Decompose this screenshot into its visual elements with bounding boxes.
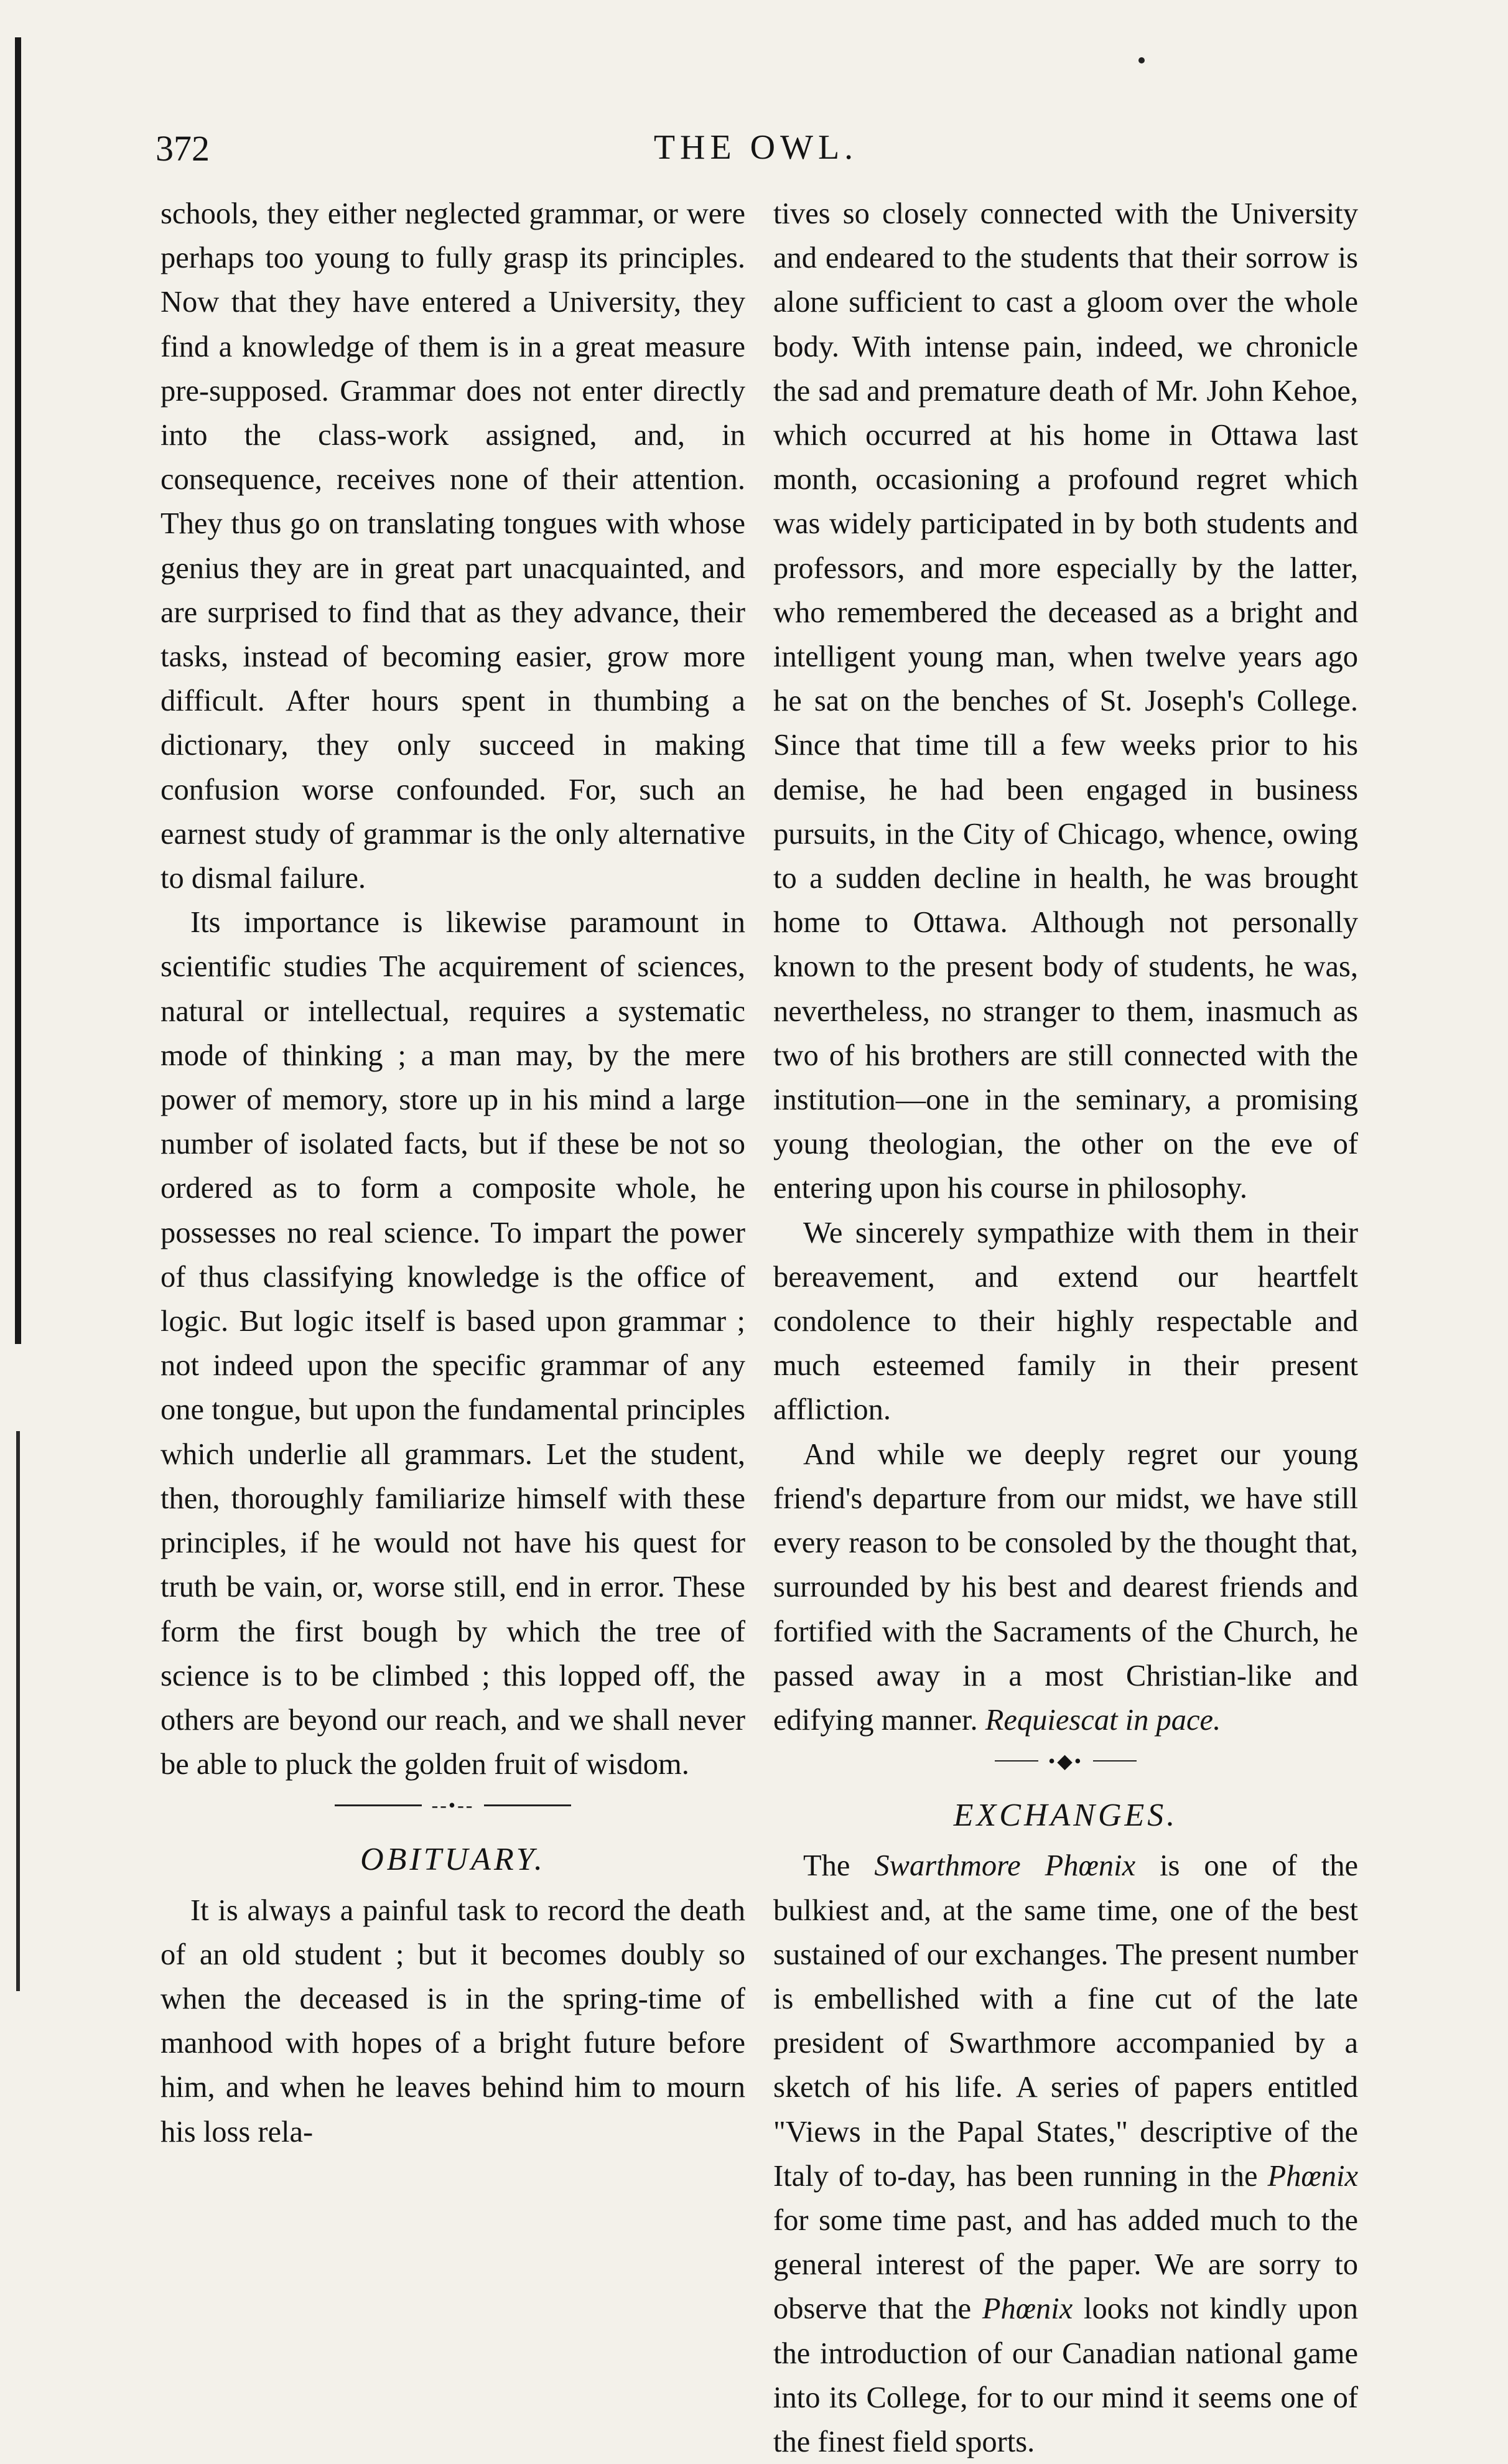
section-divider — [161, 1786, 745, 1824]
divider-ornament: --•-- — [431, 1793, 475, 1816]
closing-paragraph: And while we deeply regret our young friend's departure from our midst, we have still every reason to be consoled by the thought that, surrounded by his best and dearest friends and fortified with the Sacraments of the Church, he passed away in a most Christian-like and edifying manner. Requiescat in pace. — [773, 1437, 1358, 1737]
section-divider — [773, 1742, 1358, 1780]
right-column — [773, 192, 1358, 2464]
scan-speck — [1138, 57, 1145, 63]
condolence-paragraph: We sincerely sympathize with them in their bereavement, and extend our heartfelt condolence to their highly respectable and much esteemed family in their present affliction. — [773, 1216, 1358, 1427]
exchanges-heading: EXCHANGES. — [953, 1798, 1178, 1834]
scan-edge-mark — [15, 37, 21, 1344]
page-number: 372 — [156, 128, 210, 169]
latin-phrase: Requiescat in pace. — [985, 1703, 1221, 1737]
exchanges-paragraph: The Swarthmore Phœnix is one of the bulkiest and, at the same time, one of the best sustained of our exchanges. The present number is embellished with a fine cut of the late president of Swarthmore accompanied by a sketch of his life. A series of papers entitled "Views in the Papal States," descriptive of the Italy of to-day, has been running in the Phœnix for some time past, and has added much to the general interest of the paper. We are sorry to observe that the Phœnix looks not kindly upon the introduction of our Canadian national game into its College, for to our mind it seems one of the finest field sports. — [773, 1849, 1359, 2458]
left-column — [161, 192, 745, 2154]
running-title: THE OWL. — [653, 128, 859, 167]
obituary-heading: OBITUARY. — [360, 1842, 546, 1878]
obituary-paragraph: It is always a painful task to record the death of an old student ; but it becomes doubly so when the deceased is in the spring-time of manhood with hopes of a bright future before him, and when he leaves behind him to mourn his loss rela- — [161, 1893, 745, 2149]
page-header — [156, 128, 1356, 171]
publication-name: Swarthmore Phœnix — [874, 1849, 1136, 1883]
publication-name: Phœnix — [982, 2292, 1073, 2326]
scan-edge-mark-lower — [16, 1431, 20, 1991]
publication-name: Phœnix — [1267, 2159, 1359, 2193]
divider-ornament: •◆• — [1048, 1749, 1083, 1772]
grammar-paragraph-importance: Its importance is likewise paramount in scientific studies The acquirement of sciences, natural or intellectual, requires a systematic mode of thinking ; a man may, by the mere power of memory, store up in his mind a large number of isolated facts, but if these be not so ordered as to form a composite whole, he possesses no real science. To impart the power of thus classifying knowledge is the office of logic. But logic itself is based upon grammar ; not indeed upon the specific grammar of any one tongue, but upon the fundamental principles which underlie all grammars. Let the student, then, thoroughly familiarize himself with these principles, if he would not have his quest for truth be vain, or, worse still, end in error. These form the first bough by which the tree of science is to be climbed ; this lopped off, the others are beyond our reach, and we shall never be able to pluck the golden fruit of wisdom. — [161, 906, 745, 1781]
grammar-paragraph-continued: schools, they either neglected grammar, or were perhaps too young to fully grasp its principles. Now that they have entered a University, they find a knowledge of them is in a great measure pre-supposed. Grammar does not enter directly into the class-work assigned, and, in consequence, receives none of their attention. They thus go on translating tongues with whose genius they are in great part unacquainted, and are surprised to find that as they advance, their tasks, instead of becoming easier, grow more difficult. After hours spent in thumbing a dictionary, they only succeed in making confusion worse confounded. For, such an earnest study of grammar is the only alternative to dismal failure. — [161, 197, 745, 895]
obituary-paragraph-continued: tives so closely connected with the University and endeared to the students that their sorrow is alone sufficient to cast a gloom over the whole body. With intense pain, indeed, we chronicle the sad and premature death of Mr. John Kehoe, which occurred at his home in Ottawa last month, occasioning a profound regret which was widely participated in by both students and professors, and more especially by the latter, who remembered the deceased as a bright and intelligent young man, when twelve years ago he sat on the benches of St. Joseph's College. Since that time till a few weeks prior to his demise, he had been engaged in business pursuits, in the City of Chicago, whence, owing to a sudden decline in health, he was brought home to Ottawa. Although not personally known to the present body of students, he was, nevertheless, no stranger to them, inasmuch as two of his brothers are still connected with the institution—one in the seminary, a promising young theologian, the other on the eve of entering upon his course in philosophy. — [773, 197, 1358, 1205]
